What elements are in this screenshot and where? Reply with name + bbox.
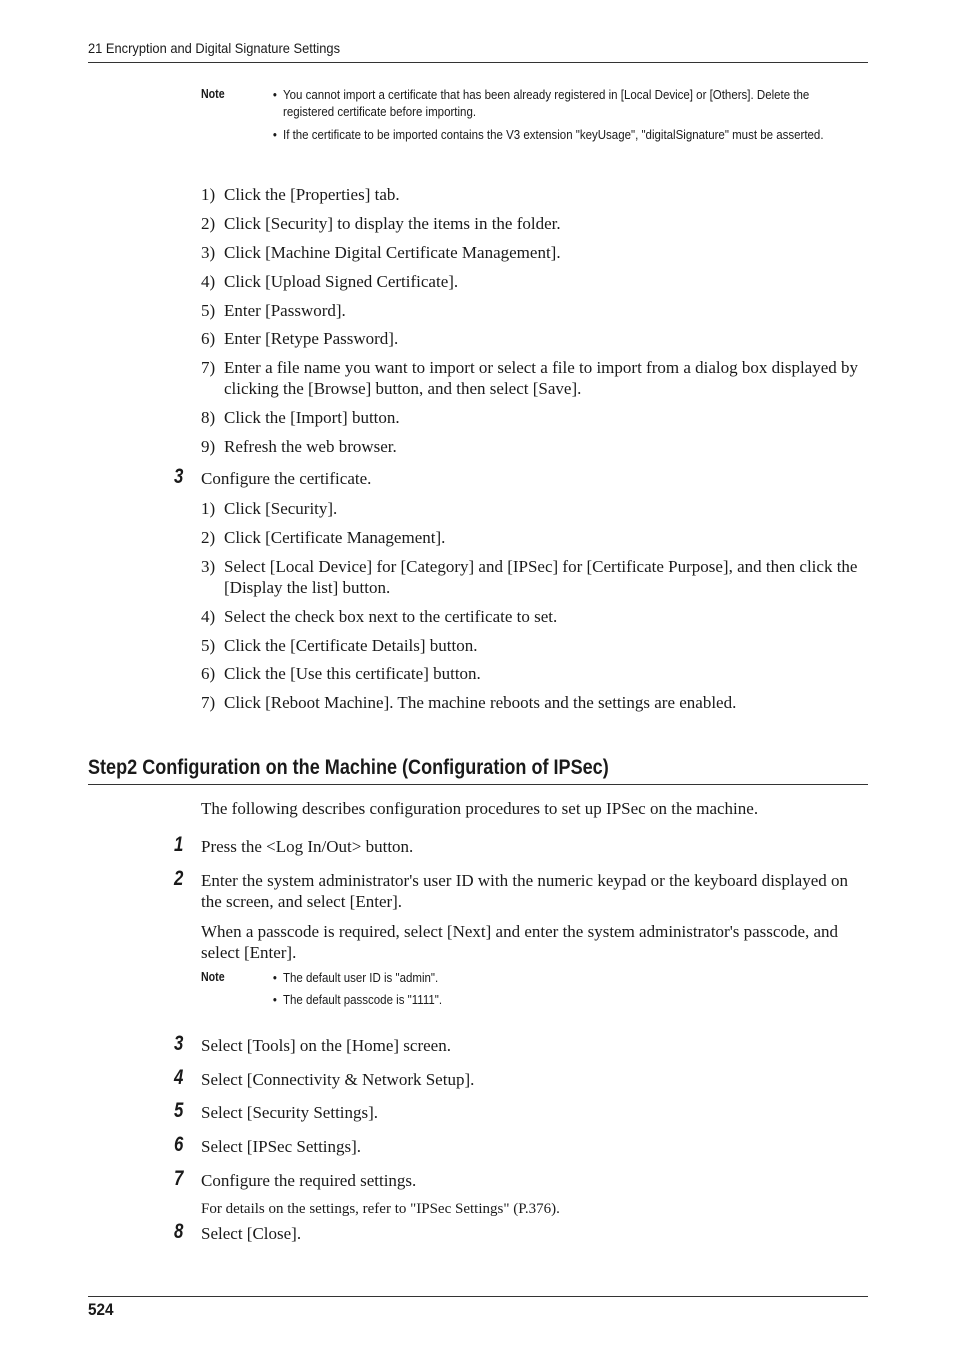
step-number: 2) bbox=[201, 528, 216, 547]
step-text: Select [Connectivity & Network Setup]. bbox=[201, 1070, 475, 1089]
step-text: Click the [Certificate Details] button. bbox=[224, 636, 478, 655]
step-text: Enter a file name you want to import or select a file to import from a dialog box displayed by clicking the [Browse] button, and then select [Save]. bbox=[224, 358, 859, 398]
step-text: Select [Close]. bbox=[201, 1224, 302, 1243]
step-number: 5) bbox=[201, 301, 216, 320]
step-number: 3 bbox=[174, 1032, 184, 1055]
step-number: 7) bbox=[201, 693, 216, 712]
step-number: 3) bbox=[201, 557, 216, 576]
step-number: 2) bbox=[201, 214, 216, 233]
step-text: Select [Tools] on the [Home] screen. bbox=[201, 1036, 451, 1055]
step-number: 4 bbox=[174, 1066, 184, 1089]
step-number: 1) bbox=[201, 499, 216, 518]
note-item: • The default user ID is "admin". bbox=[272, 971, 439, 985]
step-text: Select the check box next to the certificate to set. bbox=[224, 607, 558, 626]
note-item: • You cannot import a certificate that has been already registered in [Local Device] or [Others]. Delete the registered certificate before importing. bbox=[272, 88, 810, 119]
step-text: Enter the system administrator's user ID with the numeric keypad or the keyboard displayed on the screen, and select [Enter]. bbox=[201, 871, 849, 911]
step-text: Configure the certificate. bbox=[201, 469, 372, 488]
step-text: Refresh the web browser. bbox=[224, 437, 397, 456]
step-number: 6) bbox=[201, 664, 216, 683]
step-text: Configure the required settings. bbox=[201, 1171, 417, 1190]
step-number: 3) bbox=[201, 243, 216, 262]
step-number: 3 bbox=[174, 465, 184, 488]
step-text: Select [Security Settings]. bbox=[201, 1103, 379, 1122]
step-number: 8) bbox=[201, 408, 216, 427]
note-item: • If the certificate to be imported contains the V3 extension "keyUsage", "digitalSignature" must be asserted. bbox=[272, 128, 824, 142]
note-text: The default passcode is "1111". bbox=[283, 993, 443, 1007]
step-detail: When a passcode is required, select [Next] and enter the system administrator's passcode, and select [Enter]. bbox=[201, 922, 839, 962]
step-text: Select [Local Device] for [Category] and [IPSec] for [Certificate Purpose], and then click the [Display the list] button. bbox=[224, 557, 858, 597]
step-number: 4) bbox=[201, 272, 216, 291]
step-text: Click [Security]. bbox=[224, 499, 338, 518]
step-number: 2 bbox=[174, 867, 184, 890]
step-number: 6) bbox=[201, 329, 216, 348]
chapter-header: 21 Encryption and Digital Signature Settings bbox=[88, 40, 341, 56]
step-text: Click the [Import] button. bbox=[224, 408, 400, 427]
step-number: 1 bbox=[174, 833, 184, 856]
note-text: You cannot import a certificate that has been already registered in [Local Device] or [Others]. Delete the registered certificate before importing. bbox=[283, 88, 810, 119]
section-title: Step2 Configuration on the Machine (Configuration of IPSec) bbox=[88, 756, 609, 779]
note-item: • The default passcode is "1111". bbox=[272, 993, 443, 1007]
step-number: 7 bbox=[174, 1167, 184, 1190]
step-number: 5) bbox=[201, 636, 216, 655]
step-text: Enter [Retype Password]. bbox=[224, 329, 399, 348]
step-text: Click [Machine Digital Certificate Management]. bbox=[224, 243, 561, 262]
step-number: 6 bbox=[174, 1133, 184, 1156]
step-number: 4) bbox=[201, 607, 216, 626]
section-intro: The following describes configuration procedures to set up IPSec on the machine. bbox=[201, 799, 759, 818]
step-text: Click [Certificate Management]. bbox=[224, 528, 446, 547]
note-text: The default user ID is "admin". bbox=[283, 971, 439, 985]
step-number: 8 bbox=[174, 1220, 184, 1243]
step-number: 9) bbox=[201, 437, 216, 456]
page-number: 524 bbox=[88, 1300, 114, 1319]
step-text: Click the [Use this certificate] button. bbox=[224, 664, 481, 683]
step-text: Select [IPSec Settings]. bbox=[201, 1137, 362, 1156]
step-number: 7) bbox=[201, 358, 216, 377]
footer-rule bbox=[88, 1296, 868, 1297]
step-text: Enter [Password]. bbox=[224, 301, 346, 320]
step-text: Click [Reboot Machine]. The machine reboots and the settings are enabled. bbox=[224, 693, 737, 712]
note-text: If the certificate to be imported contains the V3 extension "keyUsage", "digitalSignature" must be asserted. bbox=[283, 128, 824, 142]
note-label: Note bbox=[201, 970, 225, 984]
step-number: 5 bbox=[174, 1099, 184, 1122]
step-detail: For details on the settings, refer to "IPSec Settings" (P.376). bbox=[201, 1201, 560, 1217]
step-text: Click the [Properties] tab. bbox=[224, 185, 400, 204]
header-rule bbox=[88, 62, 868, 63]
step-text: Click [Upload Signed Certificate]. bbox=[224, 272, 459, 291]
step-text: Press the <Log In/Out> button. bbox=[201, 837, 414, 856]
note-label: Note bbox=[201, 87, 225, 101]
step-number: 1) bbox=[201, 185, 216, 204]
step-text: Click [Security] to display the items in the folder. bbox=[224, 214, 561, 233]
section-rule bbox=[88, 784, 868, 785]
